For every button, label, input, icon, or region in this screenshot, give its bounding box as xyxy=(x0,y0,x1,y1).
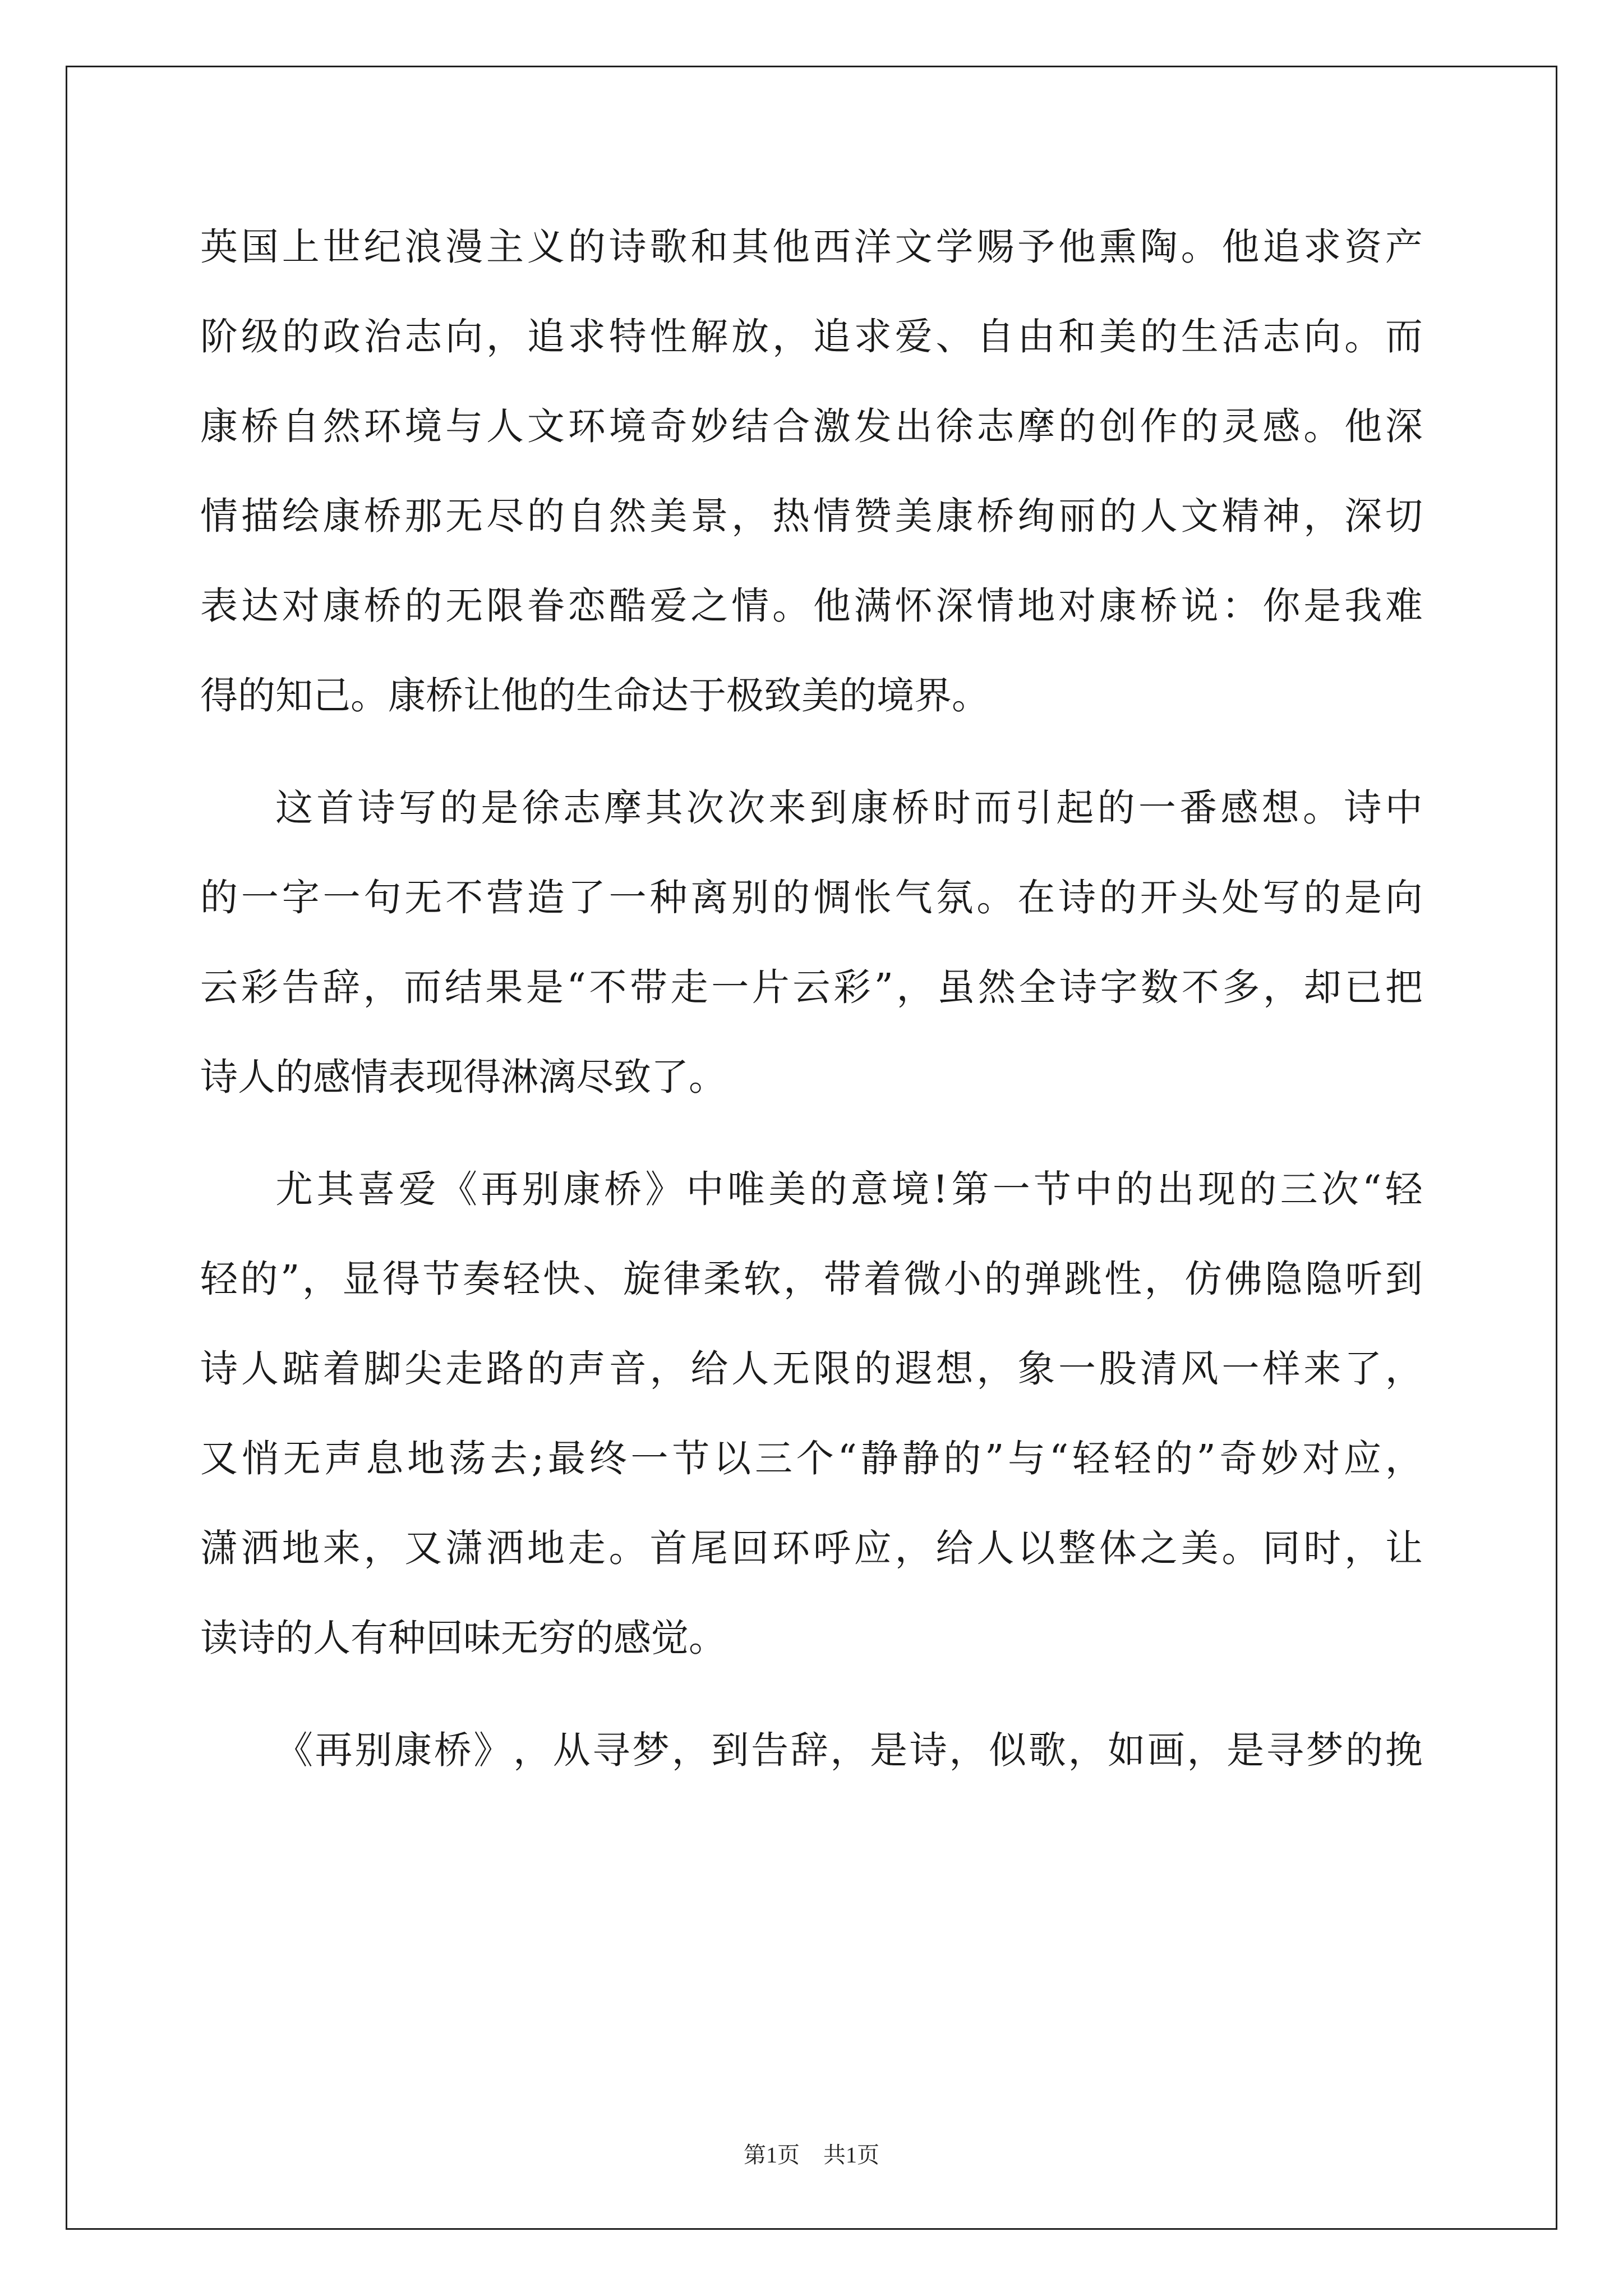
text-line: 读诗的人有种回味无穷的感觉。 xyxy=(200,1616,726,1660)
text-line: 《 再 别 康 桥 》 ， 从 寻 梦 ， 到 告 辞 ， 是 诗 ， 似 歌 ， 如 画 ， 是 寻 梦 的 挽 xyxy=(275,1728,1423,1772)
text-line: 潇 洒 地 来 ， 又 潇 洒 地 走 。 首 尾 回 环 呼 应 ， 给 人 以 整 体 之 美 。 同 时 ， 让 xyxy=(200,1526,1423,1570)
page-total: 共1页 xyxy=(823,2142,879,2168)
text-line: 诗人的感情表现得淋漓尽致了。 xyxy=(200,1055,726,1099)
page-footer xyxy=(0,2137,1623,2169)
text-line: 表 达 对 康 桥 的 无 限 眷 恋 酷 爱 之 情 。 他 满 怀 深 情 地 对 康 桥 说 ： 你 是 我 难 xyxy=(200,584,1423,628)
text-line: 得的知己。康桥让他的生命达于极致美的境界。 xyxy=(200,674,989,717)
paragraph-gap xyxy=(200,1122,1423,1144)
text-line: 康 桥 自 然 环 境 与 人 文 环 境 奇 妙 结 合 激 发 出 徐 志 摩 的 创 作 的 灵 感 。 他 深 xyxy=(200,404,1423,448)
document-body xyxy=(200,202,1423,1795)
paragraph xyxy=(200,202,1423,740)
text-line: 又 悄 无 声 息 地 荡 去 ; 最 终 一 节 以 三 个 “ 静 静 的 ” 与 “ 轻 轻 的 ” 奇 妙 对 应 ， xyxy=(200,1437,1423,1480)
paragraph-gap xyxy=(200,1683,1423,1705)
text-line: 这 首 诗 写 的 是 徐 志 摩 其 次 次 来 到 康 桥 时 而 引 起 的 一 番 感 想 。 诗 中 xyxy=(275,786,1423,830)
text-line: 云 彩 告 辞 ， 而 结 果 是 “ 不 带 走 一 片 云 彩 ” ， 虽 然 全 诗 字 数 不 多 ， 却 已 把 xyxy=(200,965,1423,1009)
text-line: 英 国 上 世 纪 浪 漫 主 义 的 诗 歌 和 其 他 西 洋 文 学 赐 予 他 熏 陶 。 他 追 求 资 产 xyxy=(200,225,1423,269)
paragraph-gap xyxy=(200,740,1423,763)
text-line: 尤 其 喜 爱 《 再 别 康 桥 》 中 唯 美 的 意 境 ! 第 一 节 中 的 出 现 的 三 次 “ 轻 xyxy=(275,1167,1423,1211)
page-number: 第1页 xyxy=(744,2142,800,2168)
paragraph xyxy=(200,1705,1423,1795)
text-line: 情 描 绘 康 桥 那 无 尽 的 自 然 美 景 ， 热 情 赞 美 康 桥 绚 丽 的 人 文 精 神 ， 深 切 xyxy=(200,494,1423,538)
text-line: 轻 的 ” ， 显 得 节 奏 轻 快 、 旋 律 柔 软 ， 带 着 微 小 的 弹 跳 性 ， 仿 佛 隐 隐 听 到 xyxy=(200,1257,1423,1301)
text-line: 阶 级 的 政 治 志 向 ， 追 求 特 性 解 放 ， 追 求 爱 、 自 由 和 美 的 生 活 志 向 。 而 xyxy=(200,315,1423,358)
paragraph xyxy=(200,763,1423,1122)
paragraph xyxy=(200,1144,1423,1683)
text-line: 的 一 字 一 句 无 不 营 造 了 一 种 离 别 的 惆 怅 气 氛 。 在 诗 的 开 头 处 写 的 是 向 xyxy=(200,876,1423,919)
text-line: 诗 人 踮 着 脚 尖 走 路 的 声 音 ， 给 人 无 限 的 遐 想 ， 象 一 股 清 风 一 样 来 了 ， xyxy=(200,1347,1423,1391)
